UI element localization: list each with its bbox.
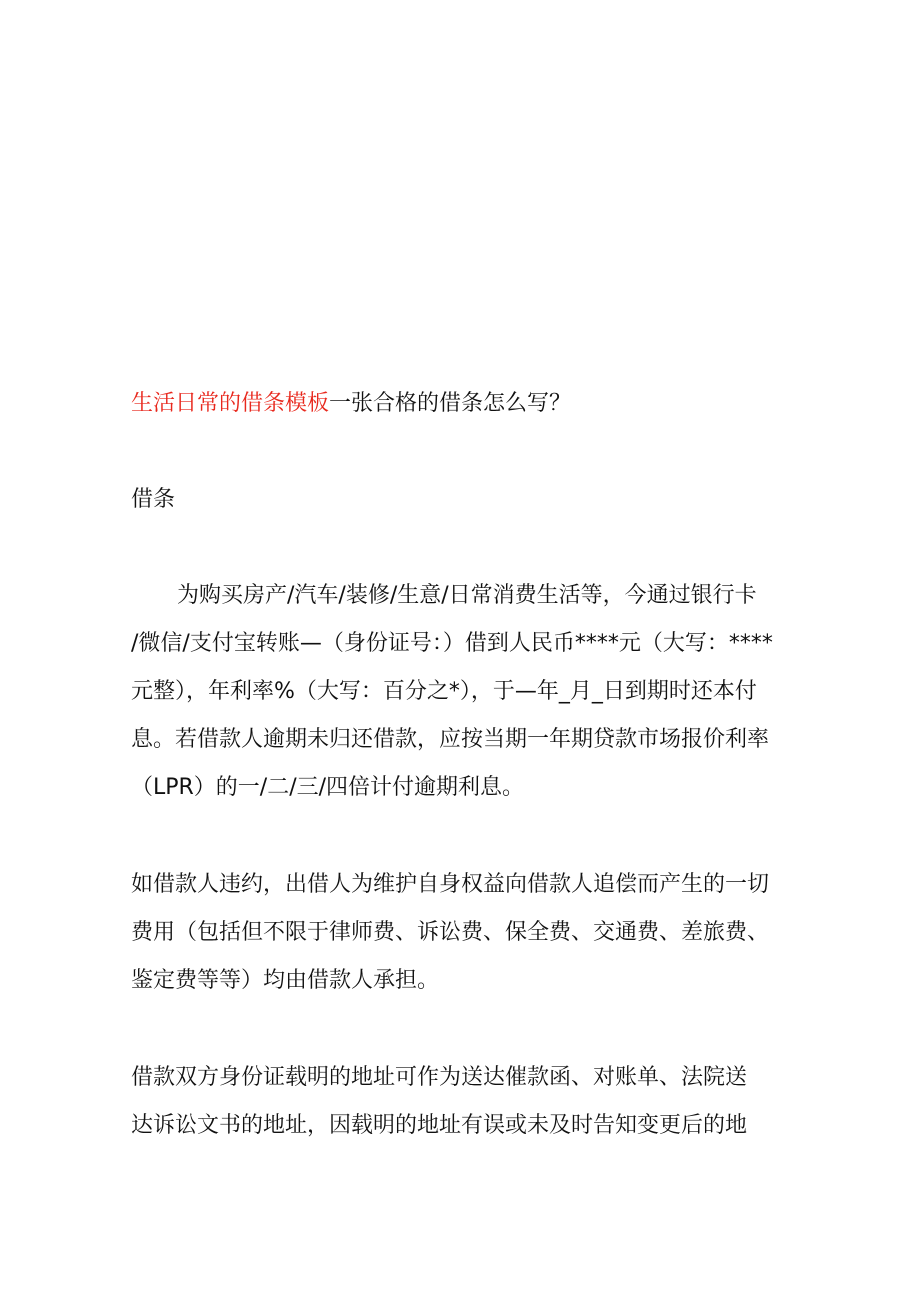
document-heading	[131, 386, 811, 422]
paragraph-line: 为购买房产/汽车/装修/生意/日常消费生活等，今通过银行卡	[177, 583, 757, 608]
heading-highlight: 生活日常的借条模板	[131, 391, 330, 416]
paragraph-line: 息。若借款人逾期未归还借款，应按当期一年期贷款市场报价利率	[131, 727, 770, 752]
paragraph-line: 如借款人违约，出借人为维护自身权益向借款人追偿而产生的一切	[131, 872, 770, 897]
document-label: 借条	[131, 487, 176, 512]
paragraph-line: （LPR）的一/二/三/四倍计付逾期利息。	[131, 775, 525, 800]
paragraph-2	[131, 861, 811, 1005]
paragraph-line: 费用（包括但不限于律师费、诉讼费、保全费、交通费、差旅费、	[131, 920, 770, 945]
paragraph-line: 元整），年利率%（大写：百分之*），于—年_月_日到期时还本付	[131, 679, 757, 704]
paragraph-3	[131, 1054, 811, 1150]
heading-rest: 一张合格的借条怎么写？	[329, 391, 572, 416]
paragraph-line: 鉴定费等等）均由借款人承担。	[131, 968, 440, 993]
paragraph-1	[131, 572, 811, 812]
paragraph-line: /微信/支付宝转账—（身份证号：）借到人民币****元（大写：****	[131, 631, 773, 656]
paragraph-line: 达诉讼文书的地址，因载明的地址有误或未及时告知变更后的地	[131, 1113, 748, 1138]
paragraph-line: 借款双方身份证载明的地址可作为送达催款函、对账单、法院送	[131, 1065, 748, 1090]
